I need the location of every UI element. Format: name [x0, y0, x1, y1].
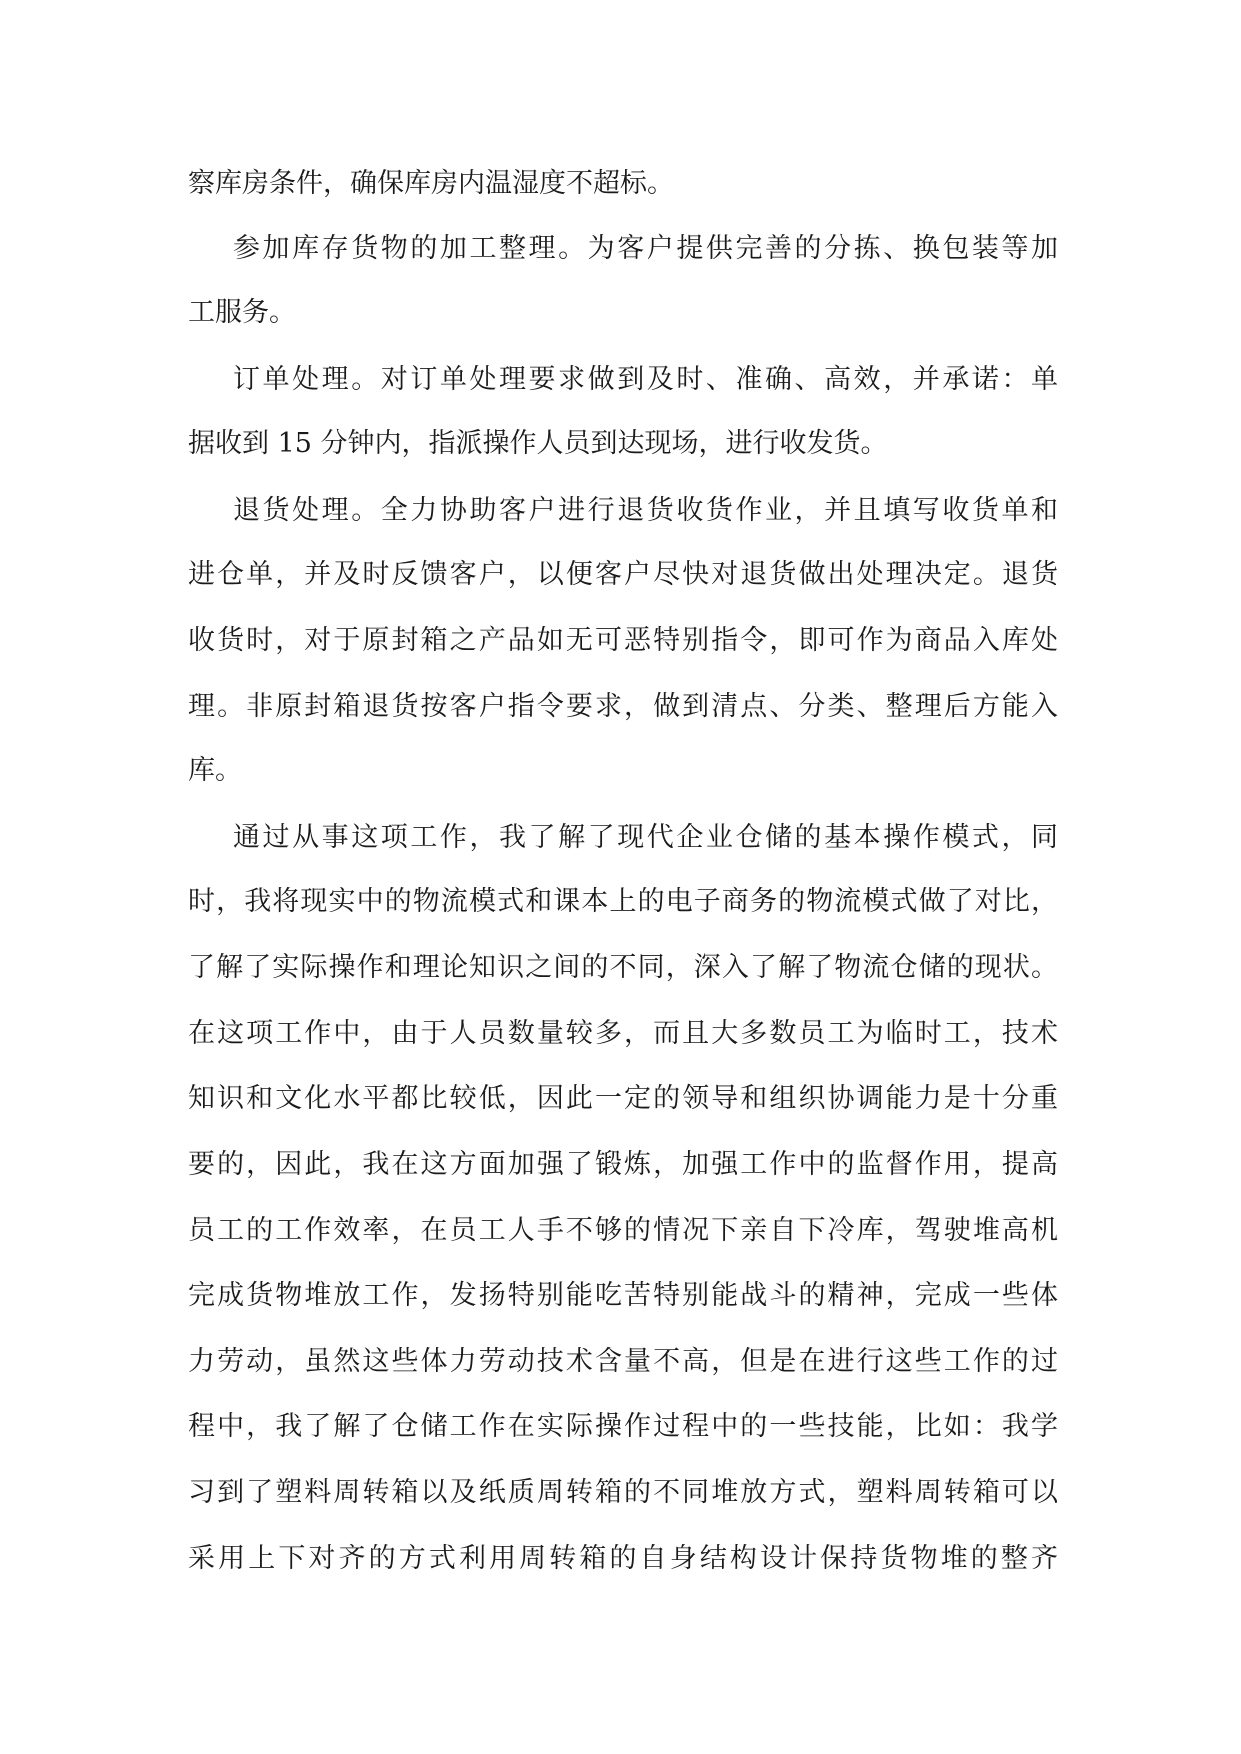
text-line: 参加库存货物的加工整理。为客户提供完善的分拣、换包装等加: [233, 233, 1058, 264]
text-line: 时，我将现实中的物流模式和课本上的电子商务的物流模式做了对比，: [188, 886, 1058, 917]
text-line: 据收到 15 分钟内，指派操作人员到达现场，进行收发货。: [188, 428, 888, 459]
text-line: 库。: [188, 755, 242, 786]
text-line: 工服务。: [188, 297, 296, 328]
text-line: 察库房条件，确保库房内温湿度不超标。: [188, 168, 674, 199]
text-line: 进仓单，并及时反馈客户，以便客户尽快对退货做出处理决定。退货: [188, 559, 1058, 590]
text-line: 了解了实际操作和理论知识之间的不同，深入了解了物流仓储的现状。: [188, 952, 1058, 983]
text-line: 采用上下对齐的方式利用周转箱的自身结构设计保持货物堆的整齐: [188, 1543, 1058, 1574]
text-line: 程中，我了解了仓储工作在实际操作过程中的一些技能，比如：我学: [188, 1411, 1058, 1442]
text-line: 知识和文化水平都比较低，因此一定的领导和组织协调能力是十分重: [188, 1083, 1058, 1114]
text-line: 退货处理。全力协助客户进行退货收货作业，并且填写收货单和: [233, 495, 1058, 526]
text-line: 在这项工作中，由于人员数量较多，而且大多数员工为临时工，技术: [188, 1018, 1058, 1049]
text-line: 力劳动，虽然这些体力劳动技术含量不高，但是在进行这些工作的过: [188, 1346, 1058, 1377]
text-line: 收货时，对于原封箱之产品如无可恶特别指令，即可作为商品入库处: [188, 625, 1058, 656]
text-line: 要的，因此，我在这方面加强了锻炼，加强工作中的监督作用，提高: [188, 1149, 1058, 1180]
text-line: 通过从事这项工作，我了解了现代企业仓储的基本操作模式，同: [233, 822, 1058, 853]
text-line: 习到了塑料周转箱以及纸质周转箱的不同堆放方式，塑料周转箱可以: [188, 1477, 1058, 1508]
text-line: 员工的工作效率，在员工人手不够的情况下亲自下冷库，驾驶堆高机: [188, 1215, 1058, 1246]
text-line: 完成货物堆放工作，发扬特别能吃苦特别能战斗的精神，完成一些体: [188, 1280, 1058, 1311]
text-line: 理。非原封箱退货按客户指令要求，做到清点、分类、整理后方能入: [188, 691, 1058, 722]
text-line: 订单处理。对订单处理要求做到及时、准确、高效，并承诺：单: [233, 364, 1058, 395]
